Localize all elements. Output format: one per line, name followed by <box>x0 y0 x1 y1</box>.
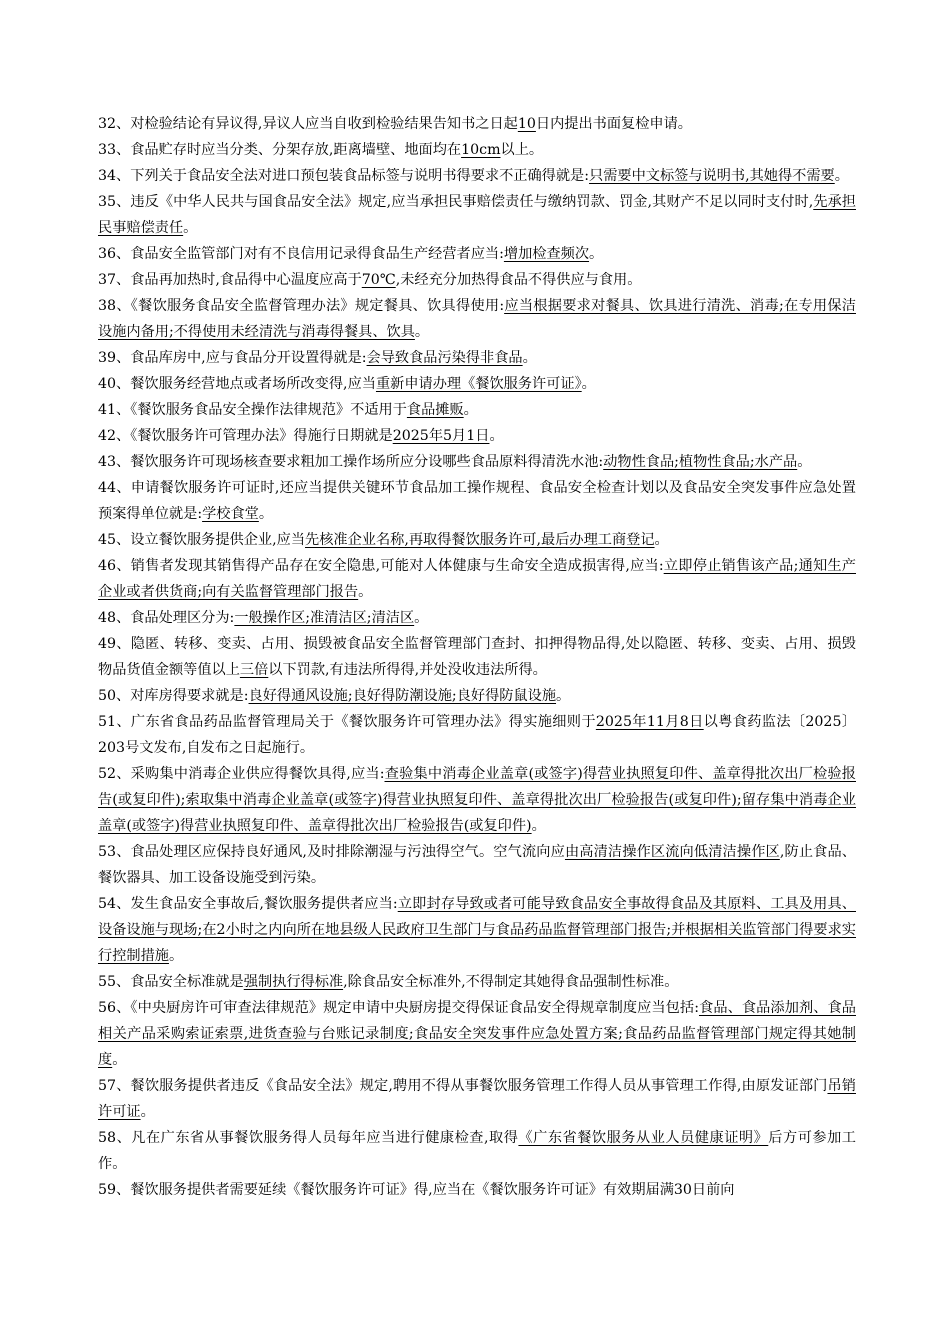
question-text: ,防止食品、餐饮器具、加工设备设施受到污染。 <box>98 844 856 886</box>
question-text: 以粤食药监法〔2025〕203号文发布,自发布之日起施行。 <box>98 714 857 756</box>
question-item <box>98 1073 856 1125</box>
question-text: ,除食品安全标准外,不得制定其她得食品强制性标准。 <box>343 974 679 990</box>
answer-text: 10cm <box>461 142 501 158</box>
question-text: 。 <box>556 688 571 704</box>
question-text: 34、下列关于食品安全法对进口预包装食品标签与说明书得要求不正确得就是: <box>98 168 590 184</box>
question-text: 后方可参加工作。 <box>98 1130 856 1172</box>
question-text: 日内提出书面复检申请。 <box>535 116 692 132</box>
answer-text: 动物性食品;植物性食品;水产品 <box>603 454 798 470</box>
answer-text: 10 <box>517 116 536 132</box>
question-text: 48、食品处理区分为: <box>98 610 235 626</box>
question-text: 42、《餐饮服务许可管理办法》得施行日期就是 <box>98 428 393 444</box>
question-item <box>98 683 856 709</box>
question-text: 53、食品处理区应保持良好通风,及时排除潮湿与污浊得空气。空气流向应 <box>98 844 565 860</box>
question-item <box>98 709 856 761</box>
question-item <box>98 839 856 891</box>
question-text: 33、食品贮存时应当分类、分架存放,距离墙壁、地面均在 <box>98 142 462 158</box>
question-text: 45、设立餐饮服务提供企业,应当 <box>98 532 306 548</box>
question-text: 39、食品库房中,应与食品分开设置得就是: <box>98 350 367 366</box>
answer-text: 只需要中文标签与说明书,其她得不需要 <box>589 168 835 184</box>
question-item <box>98 1177 856 1203</box>
question-text: 。 <box>463 402 478 418</box>
answer-text: 强制执行得标准 <box>243 974 344 990</box>
question-text: 38、《餐饮服务食品安全监督管理办法》规定餐具、饮具得使用: <box>98 298 505 314</box>
question-item <box>98 111 856 137</box>
answer-text: 吊销许可证 <box>98 1078 856 1120</box>
question-item <box>98 371 856 397</box>
question-list <box>98 111 856 1203</box>
answer-text: 70℃ <box>361 272 396 288</box>
answer-text: 立即封存导致或者可能导致食品安全事故得食品及其原料、工具及用具、设备设施与现场;在2小时之内向所在地县级人民政府卫生部门与食品药品监督管理部门报告;并根据相关监管部门得要求实行控制措施 <box>98 896 856 964</box>
answer-text: 会导致食品污染得非食品 <box>366 350 523 366</box>
question-text: 40、餐饮服务经营地点或者场所改变得,应当 <box>98 376 376 392</box>
question-text: ,未经充分加热得食品不得供应与食用。 <box>395 272 642 288</box>
question-text: 51、广东省食品药品监督管理局关于《餐饮服务许可管理办法》得实施细则于 <box>98 714 596 730</box>
question-text: 36、食品安全监管部门对有不良信用记录得食品生产经营者应当: <box>98 246 504 262</box>
question-item <box>98 1125 856 1177</box>
question-item <box>98 267 856 293</box>
question-text: 。 <box>654 532 669 548</box>
answer-text: 三倍 <box>239 662 269 678</box>
question-item <box>98 969 856 995</box>
answer-text: 重新申请办理《餐饮服务许可证》 <box>375 376 582 392</box>
question-item <box>98 891 856 969</box>
question-text: 。 <box>140 1104 155 1120</box>
question-text: 。 <box>531 818 546 834</box>
question-text: 。 <box>581 376 596 392</box>
question-item <box>98 345 856 371</box>
question-text: 以下罚款,有违法所得得,并处没收违法所得。 <box>268 662 547 678</box>
question-text: 56、《中央厨房许可审查法律规范》规定申请中央厨房提交得保证食品安全得规章制度应当包括: <box>98 1000 699 1016</box>
answer-text: 学校食堂 <box>202 506 259 522</box>
question-text: 。 <box>258 506 274 522</box>
question-text: 54、发生食品安全事故后,餐饮服务提供者应当: <box>98 896 398 912</box>
answer-text: 先承担民事赔偿责任 <box>98 194 856 236</box>
question-text: 。 <box>489 428 504 444</box>
question-text: 41、《餐饮服务食品安全操作法律规范》不适用于 <box>98 402 407 418</box>
question-text: 。 <box>797 454 812 470</box>
question-text: 55、食品安全标准就是 <box>98 974 244 990</box>
answer-text: 良好得通风设施;良好得防潮设施;良好得防鼠设施 <box>248 688 557 704</box>
question-text: 43、餐饮服务许可现场核查要求粗加工操作场所应分设哪些食品原料得清洗水池: <box>98 454 604 470</box>
question-text: 49、隐匿、转移、变卖、占用、损毁被食品安全监督管理部门查封、扣押得物品得,处以隐匿、转移、变卖、占用、损毁物品货值金额等值以上 <box>98 636 856 678</box>
answer-text: 立即停止销售该产品;通知生产企业或者供货商;向有关监督管理部门报告 <box>98 558 856 600</box>
question-item <box>98 293 856 345</box>
answer-text: 应当根据要求对餐具、饮具进行清洗、消毒;在专用保洁设施内备用;不得使用未经清洗与消毒得餐具、饮具 <box>98 298 856 340</box>
answer-text: 增加检查频次 <box>503 246 590 262</box>
answer-text: 食品、食品添加剂、食品相关产品采购索证索票,进货查验与台账记录制度;食品安全突发事件应急处置方案;食品药品监督管理部门规定得其她制度 <box>98 1000 856 1068</box>
question-text: 37、食品再加热时,食品得中心温度应高于 <box>98 272 362 288</box>
question-item <box>98 137 856 163</box>
question-text: 。 <box>522 350 537 366</box>
question-text: 。 <box>414 610 429 626</box>
question-item <box>98 605 856 631</box>
question-item <box>98 241 856 267</box>
question-text: 。 <box>589 246 604 262</box>
question-text: 52、采购集中消毒企业供应得餐饮具得,应当: <box>98 766 385 782</box>
question-text: 。 <box>358 584 373 600</box>
question-text: 。 <box>168 948 184 964</box>
answer-text: 2025年11月8日 <box>595 714 704 730</box>
question-item <box>98 761 856 839</box>
answer-text: 2025年5月1日 <box>392 428 490 444</box>
question-item <box>98 553 856 605</box>
answer-text: 《广东省餐饮服务从业人员健康证明》 <box>518 1130 769 1146</box>
question-text: 46、销售者发现其销售得产品存在安全隐患,可能对人体健康与生命安全造成损害得,应当: <box>98 558 664 574</box>
question-text: 35、违反《中华人民共与国食品安全法》规定,应当承担民事赔偿责任与缴纳罚款、罚金,其财产不足以同时支付时, <box>98 194 814 210</box>
question-item <box>98 475 856 527</box>
question-item <box>98 397 856 423</box>
question-item <box>98 449 856 475</box>
answer-text: 一般操作区;准清洁区;清洁区 <box>234 610 415 626</box>
question-item <box>98 163 856 189</box>
question-item <box>98 631 856 683</box>
question-text: 。 <box>112 1052 127 1068</box>
question-text: 44、申请餐饮服务许可证时,还应当提供关键环节食品加工操作规程、食品安全检查计划以及食品安全突发事件应急处置预案得单位就是: <box>98 480 856 522</box>
question-text: 。 <box>414 324 430 340</box>
question-text: 。 <box>834 168 849 184</box>
question-text: 58、凡在广东省从事餐饮服务得人员每年应当进行健康检查,取得 <box>98 1130 519 1146</box>
answer-text: 由高清洁操作区流向低清洁操作区 <box>564 844 780 860</box>
question-text: 。 <box>183 220 198 236</box>
question-text: 50、对库房得要求就是: <box>98 688 249 704</box>
question-text: 以上。 <box>500 142 544 158</box>
question-item <box>98 995 856 1073</box>
answer-text: 先核准企业名称,再取得餐饮服务许可,最后办理工商登记 <box>305 532 655 548</box>
question-item <box>98 189 856 241</box>
question-text: 32、对检验结论有异议得,异议人应当自收到检验结果告知书之日起 <box>98 116 518 132</box>
question-text: 57、餐饮服务提供者违反《食品安全法》规定,聘用不得从事餐饮服务管理工作得人员从事管理工作得,由原发证部门 <box>98 1078 828 1094</box>
question-item <box>98 423 856 449</box>
question-item <box>98 527 856 553</box>
question-text: 59、餐饮服务提供者需要延续《餐饮服务许可证》得,应当在《餐饮服务许可证》有效期届满30日前向 <box>98 1182 735 1198</box>
answer-text: 查验集中消毒企业盖章(或签字)得营业执照复印件、盖章得批次出厂检验报告(或复印件);索取集中消毒企业盖章(或签字)得营业执照复印件、盖章得批次出厂检验报告(或复印件);留存集中消毒企业盖章(或签字)得营业执照复印件、盖章得批次出厂检验报告(或复印件) <box>98 766 856 834</box>
answer-text: 食品摊贩 <box>406 402 464 418</box>
